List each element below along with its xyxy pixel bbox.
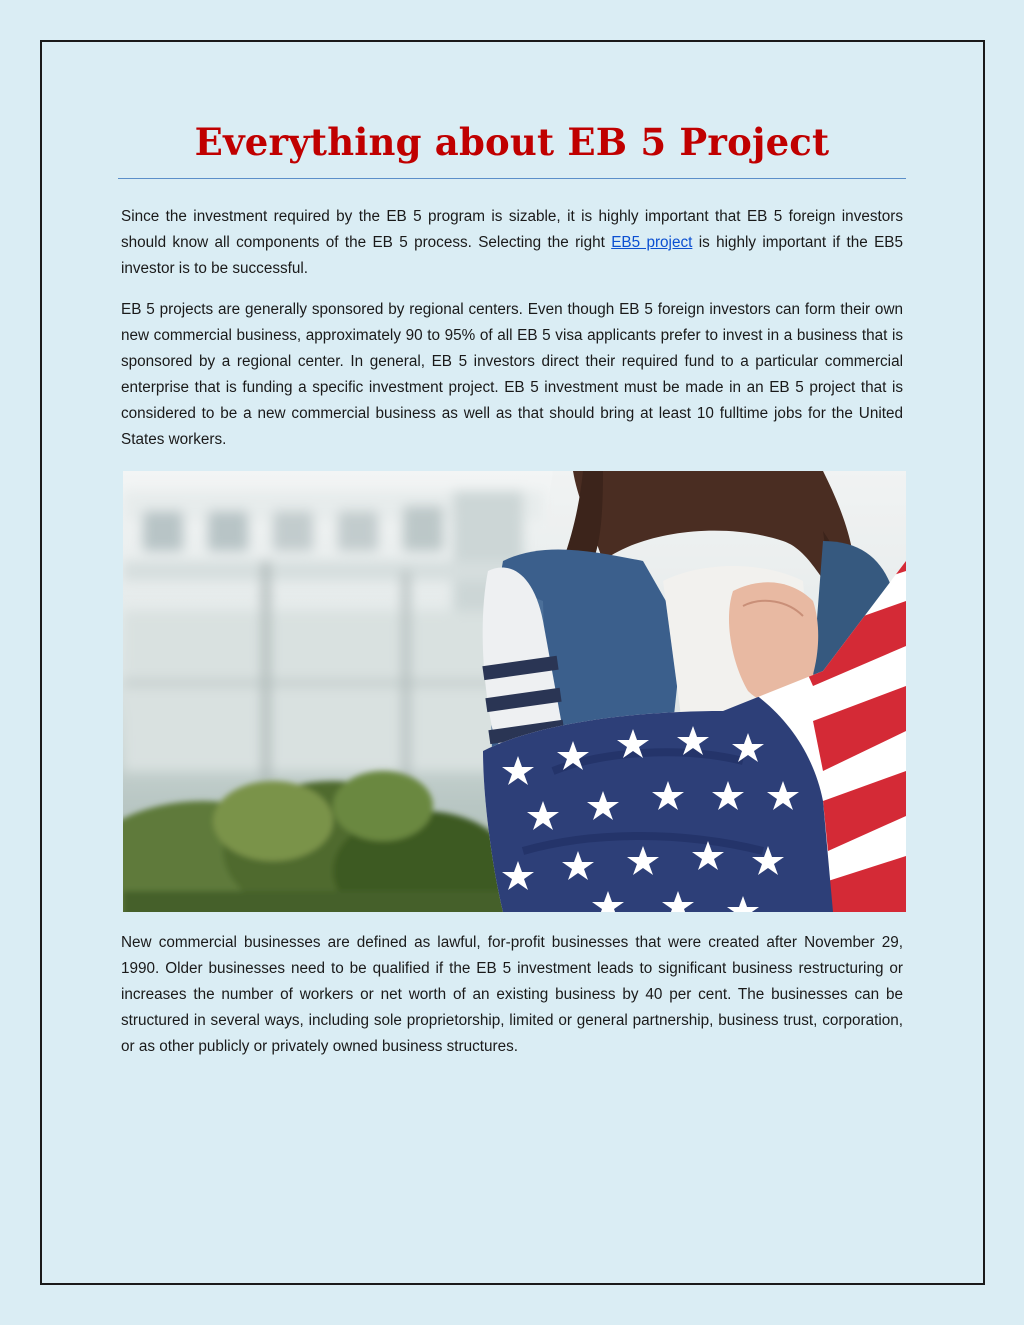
new-commercial-business-paragraph: New commercial businesses are defined as lawful, for-profit businesses that were created after November 29, 1990. Older businesses need to be qualified if the EB 5 investment leads to significant business restructuring or increases the number of workers or net worth of an existing business by 40 per cent. The businesses can be structured in several ways, including sole proprietorship, limited or general partnership, business trust, corporation, or as other publicly or privately owned business structures. — [121, 934, 903, 1055]
intro-text-before-link: Since the investment required by the EB 5 program is sizable, it is highly important that EB 5 foreign investors should know all components of the EB 5 process. Selecting the right — [121, 208, 903, 251]
page-title: Everything about EB 5 Project — [194, 120, 830, 164]
eb5-project-link[interactable]: EB5 project — [611, 234, 693, 251]
regional-centers-paragraph: EB 5 projects are generally sponsored by regional centers. Even though EB 5 foreign investors can form their own new commercial business, approximately 90 to 95% of all EB 5 visa applicants prefer to invest in a business that is sponsored by a regional center. In general, EB 5 investors direct their required fund to a particular commercial enterprise that is funding a specific investment project. EB 5 investment must be made in an EB 5 project that is considered to be a new commercial business as well as that should bring at least 10 fulltime jobs for the United States workers. — [121, 301, 903, 448]
intro-paragraph — [121, 204, 903, 282]
woman-with-american-flag-photo — [123, 471, 906, 912]
intro-text-after-link: is highly important if the EB5 investor is to be successful. — [121, 234, 903, 277]
title-underline-rule — [118, 178, 906, 179]
